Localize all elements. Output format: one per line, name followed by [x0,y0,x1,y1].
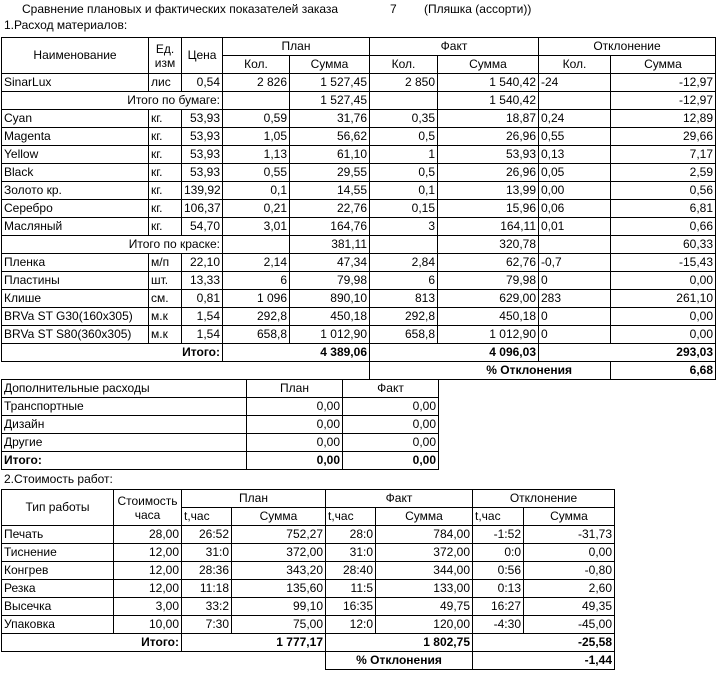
col-header-name: Наименование [2,38,149,74]
col-header-plan-sum: Сумма [290,56,370,74]
fact-sum: 120,00 [376,616,473,634]
extra-header-fact: Факт [343,380,439,398]
dev-time: 16:27 [473,598,524,616]
plan-sum: 135,60 [232,580,326,598]
dev-qty: 0,24 [539,110,611,128]
fact-sum: 53,93 [438,146,539,164]
dev-time: 0:13 [473,580,524,598]
extra-total-plan: 0,00 [247,452,343,470]
material-name: Серебро [2,200,149,218]
fact-time: 11:5 [326,580,376,598]
work-type: Печать [2,526,114,544]
material-name: BRVa ST G30(160x305) [2,308,149,326]
extra-fact: 0,00 [343,398,439,416]
works-total-label: Итого: [2,634,182,652]
plan-sum: 29,55 [290,164,370,182]
plan-sum: 1 527,45 [290,74,370,92]
works-deviation-pct-value: -1,44 [473,652,615,670]
material-name: Yellow [2,146,149,164]
dev-sum: -45,00 [524,616,615,634]
dev-sum: -12,97 [611,74,716,92]
material-price: 22,10 [182,254,223,272]
work-hour-cost: 3,00 [114,598,182,616]
fact-qty: 813 [370,290,438,308]
materials-row [2,128,716,146]
work-hour-cost: 28,00 [114,526,182,544]
subtotal-plan-qty [223,92,290,110]
works-deviation-pct-label: % Отклонения [326,652,473,670]
subtotal-plan-sum: 381,11 [290,236,370,254]
fact-qty: 658,8 [370,326,438,344]
subtotal-dev-sum: 60,33 [611,236,716,254]
materials-row [2,272,716,290]
dev-sum: 0,00 [611,272,716,290]
fact-sum: 15,96 [438,200,539,218]
material-name: Cyan [2,110,149,128]
fact-qty: 0,35 [370,110,438,128]
plan-sum: 99,10 [232,598,326,616]
work-type: Конгрев [2,562,114,580]
fact-qty: 2,84 [370,254,438,272]
extra-header-name: Дополнительные расходы [2,380,247,398]
plan-time: 11:18 [182,580,232,598]
dev-time: 0:0 [473,544,524,562]
plan-sum: 22,76 [290,200,370,218]
materials-subtotal-row [2,92,716,110]
extra-plan: 0,00 [247,398,343,416]
extra-plan: 0,00 [247,434,343,452]
col-header-plan-qty: Кол. [223,56,290,74]
dev-time: -4:30 [473,616,524,634]
material-price: 53,93 [182,146,223,164]
dev-qty: 283 [539,290,611,308]
plan-qty: 0,59 [223,110,290,128]
materials-row [2,200,716,218]
material-price: 53,93 [182,128,223,146]
plan-time: 26:52 [182,526,232,544]
fact-sum: 1 012,90 [438,326,539,344]
material-price: 106,37 [182,200,223,218]
materials-section-title: 1.Расход материалов: [4,18,128,32]
materials-total-fact: 4 096,03 [370,344,539,362]
material-price: 1,54 [182,326,223,344]
extra-row [2,416,439,434]
work-type: Резка [2,580,114,598]
work-hour-cost: 12,00 [114,544,182,562]
works-total-plan: 1 777,17 [182,634,326,652]
plan-time: 7:30 [182,616,232,634]
work-type: Высечка [2,598,114,616]
fact-sum: 164,11 [438,218,539,236]
materials-deviation-pct-value: 6,68 [611,362,716,380]
material-unit: кг. [149,110,182,128]
plan-time: 31:0 [182,544,232,562]
work-hour-cost: 12,00 [114,580,182,598]
works-total-fact: 1 802,75 [326,634,473,652]
fact-sum: 1 540,42 [438,74,539,92]
fact-sum: 26,96 [438,128,539,146]
plan-sum: 56,62 [290,128,370,146]
fact-sum: 372,00 [376,544,473,562]
extra-fact: 0,00 [343,434,439,452]
fact-time: 16:35 [326,598,376,616]
materials-deviation-pct-label: % Отклонения [370,362,611,380]
works-header-cost: Стоимость часа [114,490,182,526]
fact-sum: 26,96 [438,164,539,182]
fact-time: 28:40 [326,562,376,580]
dev-qty: -0,7 [539,254,611,272]
works-header-dev-sum: Сумма [524,508,615,526]
materials-row [2,110,716,128]
works-deviation-pct-row [2,652,615,670]
materials-row [2,146,716,164]
dev-time: 0:56 [473,562,524,580]
material-name: Magenta [2,128,149,146]
extra-fact: 0,00 [343,416,439,434]
subtotal-plan-qty [223,236,290,254]
works-row [2,562,615,580]
works-row [2,598,615,616]
fact-sum: 133,00 [376,580,473,598]
dev-sum: 6,81 [611,200,716,218]
subtotal-fact-sum: 1 540,42 [438,92,539,110]
material-unit: м.к [149,326,182,344]
col-header-price: Цена [182,38,223,74]
dev-qty: 0 [539,272,611,290]
materials-row [2,74,716,92]
dev-qty: 0,00 [539,182,611,200]
material-name: Пленка [2,254,149,272]
plan-qty: 292,8 [223,308,290,326]
col-header-dev-qty: Кол. [539,56,611,74]
dev-qty: -24 [539,74,611,92]
subtotal-dev-qty [539,236,611,254]
plan-qty: 6 [223,272,290,290]
extra-name: Другие [2,434,247,452]
fact-sum: 344,00 [376,562,473,580]
fact-time: 12:0 [326,616,376,634]
material-unit: кг. [149,200,182,218]
material-unit: кг. [149,218,182,236]
col-header-plan: План [223,38,370,56]
subtotal-fact-sum: 320,78 [438,236,539,254]
dev-sum: 12,89 [611,110,716,128]
col-header-fact-qty: Кол. [370,56,438,74]
works-row [2,544,615,562]
fact-qty: 6 [370,272,438,290]
order-name: (Пляшка (ассорти)) [424,2,532,16]
materials-row [2,164,716,182]
material-name: Масляный [2,218,149,236]
report-title: Сравнение плановых и фактических показателей заказа [22,2,339,16]
materials-total-deviation: 293,03 [539,344,716,362]
material-price: 0,81 [182,290,223,308]
plan-sum: 75,00 [232,616,326,634]
subtotal-dev-qty [539,92,611,110]
subtotal-label: Итого по бумаге: [2,92,223,110]
dev-time: -1:52 [473,526,524,544]
fact-qty: 2 850 [370,74,438,92]
works-header-fact-sum: Сумма [376,508,473,526]
material-unit: кг. [149,146,182,164]
works-total-deviation: -25,58 [473,634,615,652]
fact-qty: 0,15 [370,200,438,218]
works-header-fact: Факт [326,490,473,508]
plan-sum: 47,34 [290,254,370,272]
extra-plan: 0,00 [247,416,343,434]
dev-sum: 7,17 [611,146,716,164]
subtotal-fact-qty [370,92,438,110]
material-unit: м.к [149,308,182,326]
material-price: 139,92 [182,182,223,200]
dev-qty: 0,13 [539,146,611,164]
material-price: 54,70 [182,218,223,236]
materials-total-plan: 4 389,06 [223,344,370,362]
works-row [2,526,615,544]
material-name: Пластины [2,272,149,290]
fact-qty: 1 [370,146,438,164]
extra-header-plan: План [247,380,343,398]
materials-total-label: Итого: [2,344,223,362]
material-unit: см. [149,290,182,308]
works-table [1,489,615,670]
works-header-type: Тип работы [2,490,114,526]
fact-sum: 629,00 [438,290,539,308]
plan-sum: 14,55 [290,182,370,200]
works-header-plan-time: t,час [182,508,232,526]
plan-qty: 1 096 [223,290,290,308]
material-price: 0,54 [182,74,223,92]
plan-sum: 79,98 [290,272,370,290]
fact-sum: 13,99 [438,182,539,200]
dev-sum: 0,00 [611,308,716,326]
dev-sum: -15,43 [611,254,716,272]
extra-expenses-table [1,379,439,470]
plan-sum: 890,10 [290,290,370,308]
fact-sum: 62,76 [438,254,539,272]
dev-sum: -31,73 [524,526,615,544]
materials-row [2,308,716,326]
material-name: BRVa ST S80(360x305) [2,326,149,344]
plan-sum: 1 012,90 [290,326,370,344]
dev-sum: 0,00 [611,326,716,344]
materials-row [2,254,716,272]
plan-sum: 450,18 [290,308,370,326]
work-type: Упаковка [2,616,114,634]
plan-time: 33:2 [182,598,232,616]
material-price: 13,33 [182,272,223,290]
work-hour-cost: 12,00 [114,562,182,580]
dev-sum: 2,60 [524,580,615,598]
material-price: 53,93 [182,110,223,128]
fact-qty: 292,8 [370,308,438,326]
subtotal-plan-sum: 1 527,45 [290,92,370,110]
fact-time: 31:0 [326,544,376,562]
dev-qty: 0,06 [539,200,611,218]
dev-sum: 261,10 [611,290,716,308]
extra-row [2,434,439,452]
works-header-deviation: Отклонение [473,490,615,508]
fact-qty: 0,5 [370,128,438,146]
material-unit: лис [149,74,182,92]
dev-sum: 29,66 [611,128,716,146]
plan-qty: 3,01 [223,218,290,236]
work-type: Тиснение [2,544,114,562]
col-header-deviation: Отклонение [539,38,716,56]
material-unit: кг. [149,182,182,200]
material-unit: м/п [149,254,182,272]
dev-sum: 0,00 [524,544,615,562]
dev-qty: 0 [539,326,611,344]
extra-total-label: Итого: [2,452,247,470]
order-number: 7 [390,2,397,16]
fact-sum: 49,75 [376,598,473,616]
col-header-unit: Ед. изм [149,38,182,74]
col-header-fact-sum: Сумма [438,56,539,74]
material-unit: кг. [149,128,182,146]
plan-sum: 164,76 [290,218,370,236]
fact-qty: 0,1 [370,182,438,200]
plan-qty: 1,05 [223,128,290,146]
plan-qty: 2 826 [223,74,290,92]
plan-qty: 2,14 [223,254,290,272]
plan-time: 28:36 [182,562,232,580]
dev-qty: 0 [539,308,611,326]
works-header-plan: План [182,490,326,508]
plan-qty: 658,8 [223,326,290,344]
fact-time: 28:0 [326,526,376,544]
subtotal-label: Итого по краске: [2,236,223,254]
fact-sum: 79,98 [438,272,539,290]
dev-qty: 0,05 [539,164,611,182]
material-price: 1,54 [182,308,223,326]
material-name: Клише [2,290,149,308]
material-name: Black [2,164,149,182]
materials-row [2,290,716,308]
materials-subtotal-row [2,236,716,254]
subtotal-fact-qty [370,236,438,254]
materials-row [2,182,716,200]
plan-sum: 343,20 [232,562,326,580]
works-header-fact-time: t,час [326,508,376,526]
works-section-title: 2.Стоимость работ: [4,472,113,486]
fact-qty: 0,5 [370,164,438,182]
col-header-dev-sum: Сумма [611,56,716,74]
extra-name: Дизайн [2,416,247,434]
extra-total-fact: 0,00 [343,452,439,470]
extra-name: Транспортные [2,398,247,416]
works-header-plan-sum: Сумма [232,508,326,526]
plan-qty: 0,55 [223,164,290,182]
dev-sum: 0,56 [611,182,716,200]
extra-row [2,398,439,416]
dev-qty: 0,55 [539,128,611,146]
plan-sum: 31,76 [290,110,370,128]
materials-deviation-pct-row [2,362,716,380]
works-row [2,580,615,598]
materials-table [1,37,716,380]
fact-sum: 450,18 [438,308,539,326]
plan-sum: 752,27 [232,526,326,544]
material-unit: кг. [149,164,182,182]
fact-sum: 784,00 [376,526,473,544]
fact-qty: 3 [370,218,438,236]
materials-total-row [2,344,716,362]
plan-qty: 0,21 [223,200,290,218]
col-header-fact: Факт [370,38,539,56]
dev-sum: 0,66 [611,218,716,236]
material-name: Золото кр. [2,182,149,200]
fact-sum: 18,87 [438,110,539,128]
material-unit: шт. [149,272,182,290]
material-price: 53,93 [182,164,223,182]
plan-sum: 372,00 [232,544,326,562]
plan-qty: 0,1 [223,182,290,200]
extra-total-row [2,452,439,470]
works-row [2,616,615,634]
materials-row [2,326,716,344]
materials-row [2,218,716,236]
dev-sum: 2,59 [611,164,716,182]
works-header-dev-time: t,час [473,508,524,526]
material-name: SinarLux [2,74,149,92]
dev-sum: 49,35 [524,598,615,616]
subtotal-dev-sum: -12,97 [611,92,716,110]
work-hour-cost: 10,00 [114,616,182,634]
dev-qty: 0,01 [539,218,611,236]
plan-qty: 1,13 [223,146,290,164]
plan-sum: 61,10 [290,146,370,164]
works-total-row [2,634,615,652]
dev-sum: -0,80 [524,562,615,580]
